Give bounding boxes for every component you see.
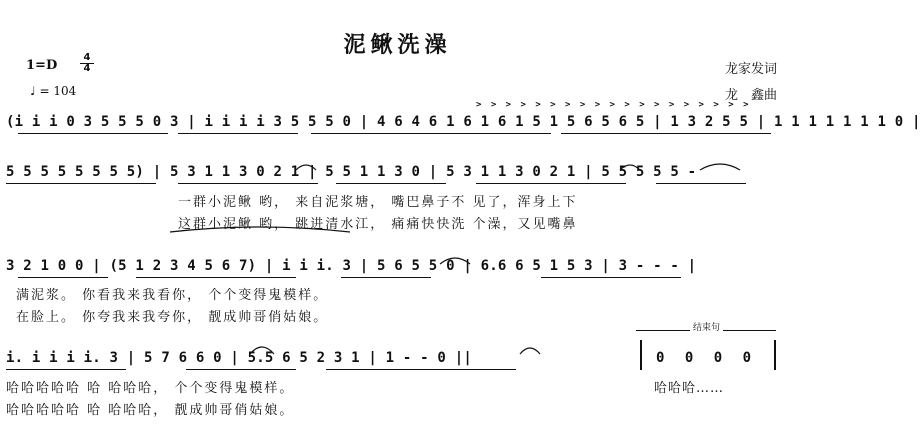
slur-mark bbox=[620, 165, 640, 170]
time-signature-bottom: 4 bbox=[83, 63, 91, 74]
notes-row-2: 5 5 5 5 5 5 5 5) | 5 3 1 1 3 0 2 1 | 5 5 1 1 3 0 | 5 3 1 1 3 0 2 1 | 5 5 5 5 5 - bbox=[6, 164, 697, 180]
slur-mark bbox=[250, 347, 274, 354]
slur-mark bbox=[520, 348, 540, 354]
ending-label: 结束句 bbox=[690, 320, 723, 333]
slur-mark bbox=[170, 227, 350, 232]
lyric-verse-2: 这群小泥鳅 哟， 跳进清水江， 痛痛快快洗 个澡，又见嘴鼻 bbox=[178, 217, 578, 232]
lyric-verse-2: 哈哈哈哈哈 哈 哈哈哈， 靓成帅哥俏姑娘。 bbox=[6, 403, 295, 418]
slur-mark bbox=[700, 164, 740, 170]
slur-mark bbox=[440, 258, 470, 264]
lyric-verse-2: 在脸上。 你夸我来我夸你， 靓成帅哥俏姑娘。 bbox=[16, 310, 329, 325]
lyricist-credit: 龙家发词 bbox=[724, 62, 777, 77]
tempo-marking: ♩ = 104 bbox=[30, 84, 77, 98]
slur-mark bbox=[296, 165, 316, 170]
composer-credit: 龙 鑫曲 bbox=[724, 88, 777, 103]
accent-marks: > > > > > > > > > > > > > > > > > > > bbox=[476, 100, 751, 110]
key-signature: 1=D bbox=[26, 58, 58, 73]
notes-row-1: (i i i 0 3 5 5 5 0 3 | i i i i 3 5 5 5 0 | 4 6 4 6 1 6 1 6 1 5 1 5 6 5 6 5 | 1 3 2 5 5 | 1 1 1 1 1 1 1 0 | bbox=[6, 114, 921, 130]
lyric-verse-1: 哈哈哈哈哈 哈 哈哈哈， 个个变得鬼模样。 bbox=[6, 381, 295, 396]
notes-row-4: i. i i i i. 3 | 5 7 6 6 0 | 5.5 6 5 2 3 1 | 1 - - 0 || bbox=[6, 350, 472, 366]
lyric-verse-1: 满泥浆。 你看我来我看你， 个个变得鬼模样。 bbox=[16, 288, 329, 303]
ending-lyric: 哈哈哈…… bbox=[654, 381, 725, 396]
song-title: 泥鳅洗澡 bbox=[343, 32, 452, 58]
ending-notes: 0 0 0 0 bbox=[656, 350, 758, 366]
notes-row-3: 3 2 1 0 0 | (5 1 2 3 4 5 6 7) | i i i. 3 | 5 6 5 5 0 | 6.6 6 5 1 5 3 | 3 - - - | bbox=[6, 258, 697, 274]
time-signature-top: 4 bbox=[83, 52, 91, 63]
lyric-verse-1: 一群小泥鳅 哟， 来自泥浆塘， 嘴巴鼻子不 见了，浑身上下 bbox=[178, 195, 578, 210]
